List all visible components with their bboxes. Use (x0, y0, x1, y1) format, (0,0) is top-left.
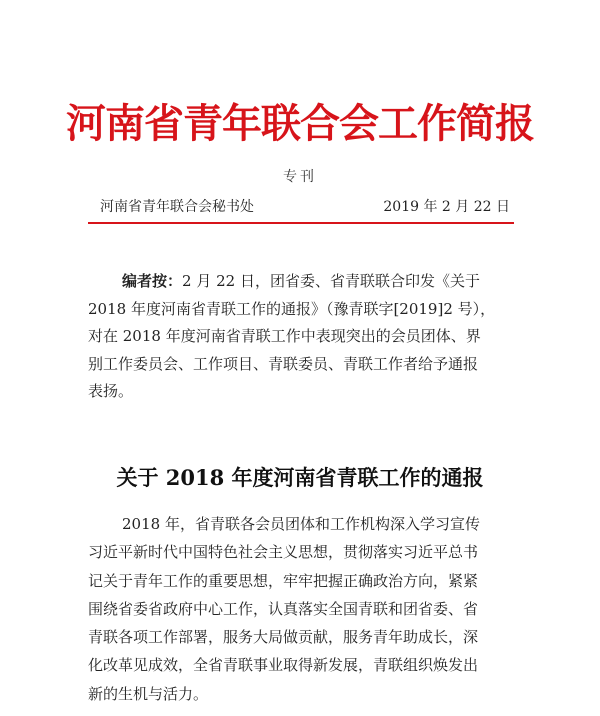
editor-note-line: 对在 2018 年度河南省青联工作中表现突出的会员团体、界 (88, 327, 481, 345)
body-line: 青联各项工作部署，服务大局做贡献，服务青年助成长，深 (88, 628, 479, 647)
section-title: 关于 2018 年度河南省青联工作的通报 (116, 465, 484, 490)
body-paragraph (88, 510, 520, 708)
red-divider (88, 222, 514, 224)
issue-label: 专刊 (283, 169, 317, 185)
body-line: 化改革见成效，全省青联事业取得新发展，青联组织焕发出 (88, 656, 479, 675)
publish-date: 2019 年 2 月 22 日 (383, 199, 510, 215)
body-line: 围绕省委省政府中心工作，认真落实全国青联和团省委、省 (88, 599, 479, 618)
editor-note-text: 2 月 22 日，团省委、省青联联合印发《关于 (182, 272, 480, 290)
body-line: 新的生机与活力。 (88, 684, 209, 703)
body-line: 2018 年，省青联各会员团体和工作机构深入学习宣传 (122, 515, 480, 533)
editor-note (88, 268, 520, 406)
editor-note-line: 2018 年度河南省青联工作的通报》（豫青联字[2019]2 号）， (88, 299, 496, 318)
publisher-org: 河南省青年联合会秘书处 (100, 199, 254, 215)
editor-note-line: 表扬。 (88, 382, 134, 400)
editor-note-lead: 编者按： (122, 272, 183, 290)
body-line: 习近平新时代中国特色社会主义思想，贯彻落实习近平总书 (88, 543, 479, 562)
masthead-title: 河南省青年联合会工作简报 (66, 100, 534, 147)
publisher-row (100, 196, 510, 218)
editor-note-line: 别工作委员会、工作项目、青联委员、青联工作者给予通报 (88, 354, 479, 373)
body-line: 记关于青年工作的重要思想，牢牢把握正确政治方向，紧紧 (88, 571, 479, 590)
editor-note-line (88, 268, 520, 296)
